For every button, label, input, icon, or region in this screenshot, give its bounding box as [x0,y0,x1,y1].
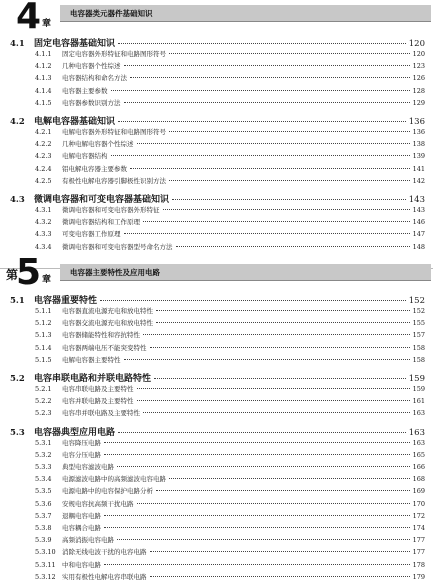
toc-entry-title: 有极性电解电容器引脚极性识别方法 [62,176,166,185]
toc-leader-dots [124,65,410,66]
toc-entry-number: 4.3 [10,195,25,205]
toc-entry-number: 5.3.3 [35,463,52,471]
toc-entry-title: 电容器直流电源充电和放电特性 [62,307,153,315]
toc-leader-dots [172,199,406,200]
toc-entry-page: 163 [408,427,425,438]
toc-entry-number: 5.3.9 [35,536,52,545]
chapter-5-number: 5 [16,252,41,293]
toc-leader-dots [143,221,410,222]
toc-subsection-entry[interactable] [0,535,433,544]
toc-leader-dots [163,209,410,210]
toc-subsection-entry[interactable] [0,330,433,339]
toc-entry-number: 4.2.3 [35,152,52,161]
toc-subsection-entry[interactable] [0,396,433,405]
toc-entry-title: 电容分压电路 [62,450,101,459]
toc-leader-dots [156,322,410,323]
toc-entry-number: 5.2.3 [35,409,52,418]
toc-leader-dots [124,102,410,103]
toc-subsection-entry[interactable] [0,61,433,70]
toc-subsection-entry[interactable] [0,343,433,352]
toc-leader-dots [130,168,410,169]
toc-entry-title: 典型电容滤波电路 [62,463,114,471]
toc-subsection-entry[interactable] [0,474,433,483]
toc-entry-number: 5.3.4 [35,475,52,484]
toc-leader-dots [137,388,410,389]
toc-entry-title: 电容器参数识别方法 [62,98,121,107]
toc-subsection-entry[interactable] [0,511,433,520]
chapter-4-number: 4 [16,0,41,37]
toc-subsection-entry[interactable] [0,499,433,508]
toc-subsection-entry[interactable] [0,73,433,82]
toc-leader-dots [111,90,410,91]
toc-leader-dots [100,300,406,301]
toc-subsection-entry[interactable] [0,408,433,417]
toc-leader-dots [169,53,410,54]
toc-leader-dots [150,347,410,348]
toc-subsection-entry[interactable] [0,560,433,569]
chapter-4-title: 电容器类元器件基础知识 [70,9,153,18]
toc-entry-title: 微调电容器结构和工作原理 [62,218,140,227]
chapter-5-badge [4,252,60,293]
toc-leader-dots [143,412,410,413]
toc-leader-dots [104,515,410,516]
toc-entry-number: 4.1.2 [35,62,52,71]
toc-subsection-entry[interactable] [0,318,433,327]
toc-leader-dots [169,478,410,479]
toc-leader-dots [154,378,406,379]
toc-subsection-entry[interactable] [0,572,433,581]
toc-subsection-entry[interactable] [0,151,433,160]
toc-entry-title: 电源滤波电路中的高频滤波电容电路 [62,475,166,484]
toc-entry-page: 142 [412,176,425,185]
toc-section-entry[interactable] [0,425,433,438]
toc-entry-title: 铝电解电容器主要参数 [62,164,127,173]
toc-entry-title: 电容器主要参数 [62,86,108,95]
toc-entry-page: 136 [412,128,425,136]
toc-entry-number: 4.3.2 [35,218,52,227]
toc-entry-page: 159 [412,385,425,393]
chapter-5-prefix: 第 [6,268,19,282]
toc-leader-dots [137,503,410,504]
toc-leader-dots [124,233,410,234]
toc-entry-page: 172 [412,511,425,520]
toc-entry-title: 几种电容器个性综述 [62,62,121,71]
toc-entry-number: 5.3.2 [35,450,52,459]
toc-entry-page: 163 [412,409,425,418]
toc-entry-number: 5.3.10 [35,548,56,557]
toc-entry-number: 5.1.1 [35,307,52,315]
toc-entry-number: 4.3.4 [35,242,52,251]
toc-leader-dots [137,143,410,144]
toc-entry-number: 5.1.4 [35,343,52,352]
toc-entry-page: 120 [412,50,425,58]
toc-entry-number: 4.3.3 [35,230,52,239]
toc-entry-page: 177 [412,536,425,545]
toc-entry-number: 5.1.3 [35,331,52,340]
toc-entry-number: 5.3.6 [35,499,52,508]
toc-entry-page: 126 [412,74,425,83]
toc-entry-number: 5.2 [10,374,25,384]
toc-leader-dots [117,466,410,467]
toc-entry-title: 电容器储能特性和容抗特性 [62,331,140,340]
toc-leader-dots [156,310,410,311]
toc-subsection-entry[interactable] [0,242,433,251]
toc-subsection-entry[interactable] [0,127,433,136]
toc-leader-dots [169,180,410,181]
toc-entry-title: 电容器交流电源充电和放电特性 [62,319,153,328]
toc-entry-title: 电容器两端电压不能突变特性 [62,343,147,352]
toc-entry-number: 5.3.5 [35,487,52,496]
toc-entry-title: 固定电容器基础知识 [34,39,116,49]
toc-entry-number: 4.2.4 [35,164,52,173]
toc-entry-number: 5.3.8 [35,524,52,532]
toc-subsection-entry[interactable] [0,355,433,364]
toc-entry-title: 电容并联电路及主要特性 [62,397,134,406]
toc-leader-dots [104,454,410,455]
toc-entry-title: 电容耦合电路 [62,524,101,532]
toc-entry-number: 5.1.2 [35,319,52,328]
toc-leader-dots [156,490,410,491]
toc-subsection-entry[interactable] [0,306,433,315]
toc-entry-number: 4.2 [10,117,25,127]
toc-subsection-entry[interactable] [0,205,433,214]
toc-entry-page: 136 [408,117,425,127]
toc-entry-title: 高频消振电容电路 [62,536,114,545]
toc-entry-number: 5.3.7 [35,511,52,520]
toc-section-entry[interactable] [0,192,433,205]
toc-section-entry[interactable] [0,114,433,127]
toc-entry-page: 166 [412,463,425,471]
toc-entry-number: 5.3.1 [35,438,52,447]
toc-entry-title: 电容串并联电路及主要特性 [62,409,140,418]
toc-subsection-entry[interactable] [0,86,433,95]
toc-entry-number: 4.1.5 [35,98,52,107]
toc-entry-page: 152 [408,296,425,306]
chapter-4-title-bar [60,5,431,22]
chapter-5-title: 电容器主要特性及应用电路 [70,268,160,277]
toc-entry-title: 微调电容器和可变电容器型号命名方法 [62,242,173,251]
toc-entry-title: 电解电容器外形特征和电路图形符号 [62,128,166,136]
toc-entry-page: 129 [412,98,425,107]
toc-entry-number: 5.2.2 [35,397,52,406]
toc-leader-dots [118,43,406,44]
toc-subsection-entry[interactable] [0,462,433,471]
toc-subsection-entry[interactable] [0,164,433,173]
toc-entry-page: 165 [412,450,425,459]
toc-leader-dots [117,539,410,540]
toc-entry-page: 143 [412,206,425,214]
toc-subsection-entry[interactable] [0,217,433,226]
toc-subsection-entry[interactable] [0,176,433,185]
toc-entry-page: 138 [412,140,425,149]
toc-leader-dots [104,442,410,443]
toc-entry-page: 139 [412,152,425,161]
chapter-4-badge [4,0,60,37]
toc-entry-page: 143 [408,195,425,205]
toc-entry-number: 4.1.3 [35,74,52,83]
toc-leader-dots [169,131,410,132]
toc-section-entry[interactable] [0,293,433,306]
toc-entry-number: 5.1 [10,296,25,306]
toc-entry-title: 电源电路中的电容保护电路分析 [62,487,153,496]
toc-section-entry[interactable] [0,371,433,384]
toc-entry-page: 170 [412,499,425,508]
toc-entry-page: 159 [408,374,425,384]
toc-entry-page: 168 [412,475,425,484]
chapter-5-title-bar [60,264,431,281]
toc-entry-page: 179 [412,572,425,581]
toc-entry-title: 电解电容器结构 [62,152,108,161]
toc-leader-dots [104,527,410,528]
toc-entry-title: 安规电容抗高频干扰电路 [62,499,134,508]
toc-entry-page: 146 [412,218,425,227]
toc-entry-title: 电容串联电路及主要特性 [62,385,134,393]
toc-entry-page: 141 [412,164,425,173]
toc-entry-title: 电解电容器主要特性 [62,355,121,364]
toc-leader-dots [124,359,410,360]
toc-entry-page: 161 [412,397,425,406]
toc-entry-number: 5.3.12 [35,572,56,581]
toc-entry-number: 4.1 [10,39,25,49]
toc-entry-page: 148 [412,242,425,251]
toc-entry-title: 电容器结构和命名方法 [62,74,127,83]
toc-entry-number: 4.2.5 [35,176,52,185]
toc-leader-dots [176,246,410,247]
toc-leader-dots [111,155,410,156]
toc-entry-title: 退耦电容电路 [62,511,101,520]
toc-entry-title: 实用有极性电解电容串联电路 [62,572,147,581]
toc-entry-title: 电容器典型应用电路 [34,427,116,438]
toc-subsection-entry[interactable] [0,49,433,58]
toc-entry-page: 169 [412,487,425,496]
toc-entry-number: 5.3 [10,427,25,438]
toc-entry-title: 电容降压电路 [62,438,101,447]
toc-entry-title: 电容串联电路和并联电路特性 [34,374,152,384]
toc-entry-title: 微调电容器和可变电容器外形特征 [62,206,160,214]
toc-entry-number: 4.2.1 [35,128,52,136]
toc-leader-dots [143,334,410,335]
toc-entry-title: 消除无线电波干扰的电容电路 [62,548,147,557]
toc-subsection-entry[interactable] [0,438,433,447]
toc-entry-page: 123 [412,62,425,71]
toc-entry-title: 电容器重要特性 [34,296,98,306]
toc-entry-number: 5.2.1 [35,385,52,393]
toc-entry-number: 4.2.2 [35,140,52,149]
toc-subsection-entry[interactable] [0,547,433,556]
toc-entry-number: 4.1.1 [35,50,52,58]
toc-entry-title: 几种电解电容器个性综述 [62,140,134,149]
toc-section-entry[interactable] [0,36,433,49]
toc-leader-dots [137,400,410,401]
toc-entry-page: 155 [412,319,425,328]
toc-leader-dots [130,77,410,78]
toc-subsection-entry[interactable] [0,98,433,107]
toc-entry-number: 5.3.11 [35,560,56,569]
chapter-5-suffix: 章 [42,275,52,285]
toc-entry-title: 固定电容器外形特征和电路图形符号 [62,50,166,58]
toc-entry-page: 152 [412,307,425,315]
toc-entry-page: 158 [412,355,425,364]
toc-entry-title: 微调电容器和可变电容器基础知识 [34,195,170,205]
toc-entry-page: 174 [412,524,425,532]
toc-entry-page: 178 [412,560,425,569]
toc-subsection-entry[interactable] [0,139,433,148]
toc-entry-page: 177 [412,548,425,557]
toc-entry-title: 可变电容器工作原理 [62,230,121,239]
toc-entry-page: 163 [412,438,425,447]
toc-entry-number: 4.3.1 [35,206,52,214]
toc-entry-number: 4.1.4 [35,86,52,95]
toc-entry-title: 电解电容器基础知识 [34,117,116,127]
toc-subsection-entry[interactable] [0,523,433,532]
toc-subsection-entry[interactable] [0,486,433,495]
toc-entry-title: 中和电容电路 [62,560,101,569]
toc-leader-dots [150,551,410,552]
toc-entry-page: 120 [408,39,425,49]
toc-leader-dots [118,432,406,433]
toc-subsection-entry[interactable] [0,384,433,393]
toc-entry-page: 128 [412,86,425,95]
chapter-4-suffix: 章 [42,19,52,29]
toc-subsection-entry[interactable] [0,229,433,238]
toc-entry-page: 147 [412,230,425,239]
toc-leader-dots [118,121,406,122]
toc-subsection-entry[interactable] [0,450,433,459]
toc-entry-page: 158 [412,343,425,352]
toc-entry-page: 157 [412,331,425,340]
toc-leader-dots [104,564,410,565]
toc-leader-dots [150,576,410,577]
toc-entry-number: 5.1.5 [35,355,52,364]
